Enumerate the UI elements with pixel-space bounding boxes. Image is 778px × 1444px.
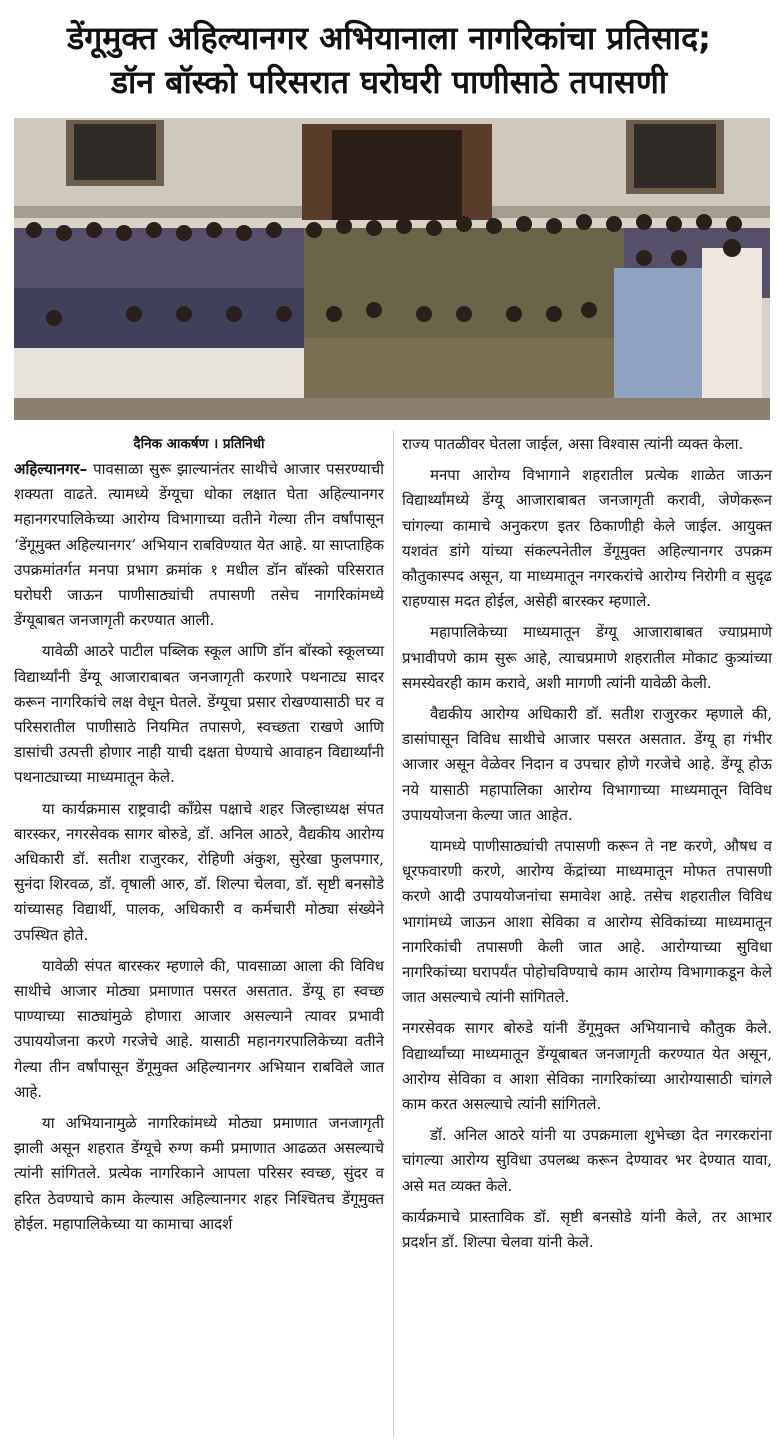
byline: दैनिक आकर्षण । प्रतिनिधी [133, 436, 265, 452]
paragraph-text: पावसाळा सुरू झाल्यानंतर साथीचे आजार पसरण्याची शक्यता वाढते. त्यामध्ये डेंग्यूचा धोका लक्षात घेता अहिल्यानगर महानगरपालिकेच्या आरोग्य विभागाच्या वतीने गेल्या तीन वर्षांपासून ‘डेंगूमुक्त अहिल्यानगर’ अभियान राबविण्यात येत आहे. या साप्ताहिक उपक्रमांतर्गत मनपा प्रभाग क्रमांक १ मधील डॉन बॉस्को परिसरात घरोघरी जाऊन पाणीसाठ्यांची तपासणी तसेच नागरिकांमध्ये डेंग्यूबाबत जनजागृती करण्यात आली. [14, 460, 384, 630]
paragraph: महापालिकेच्या माध्यमातून डेंग्यू आजाराबाबत ज्याप्रमाणे प्रभावीपणे काम सुरू आहे, त्याचप्रमाणे शहरातील मोकाट कुत्र्यांच्या समस्येवरही काम करावे, अशी मागणी त्यांनी यावेळी केली. [402, 623, 772, 692]
paragraph: नगरसेवक सागर बोरुडे यांनी डेंगूमुक्त अभियानाचे कौतुक केले. विद्यार्थ्यांच्या माध्यमातून डेंग्यूबाबत जनजागृती करण्यात येत असून, आरोग्य सेविका व आशा सेविका नागरिकांच्या आरोग्यासाठी चांगले काम करत असल्याचे त्यांनी सांगितले. [402, 1019, 772, 1114]
paragraph: कार्यक्रमाचे प्रास्ताविक डॉ. सृष्टी बनसोडे यांनी केले, तर आभार प्रदर्शन डॉ. शिल्पा चेलवा यांनी केले. [402, 1207, 772, 1252]
headline-line-1: डेंगूमुक्त अहिल्यानगर अभियानाला नागरिकांचा प्रतिसाद; [67, 19, 711, 57]
paragraph: डॉ. अनिल आठरे यांनी या उपक्रमाला शुभेच्छा देत नगरकरांना चांगल्या आरोग्य सुविधा उपलब्ध करून देण्यावर भर देण्यात यावा, असे मत व्यक्त केले. [402, 1126, 772, 1195]
paragraph: या कार्यक्रमास राष्ट्रवादी कॉंग्रेस पक्षाचे शहर जिल्हाध्यक्ष संपत बारस्कर, नगरसेवक सागर बोरुडे, डॉ. अनिल आठरे, वैद्यकीय आरोग्य अधिकारी डॉ. सतीश राजुरकर, रोहिणी अंकुश, सुरेखा फुलपगार, सुनंदा शिरवळ, डॉ. वृषाली आरु, डॉ. शिल्पा चेलवा, डॉ. सृष्टी बनसोडे यांच्यासह विद्यार्थी, पालक, अधिकारी व कर्मचारी मोठ्या संख्येने उपस्थित होते. [14, 799, 384, 944]
group-photo-icon [14, 118, 770, 420]
headline [0, 16, 778, 104]
paragraph: यावेळी संपत बारस्कर म्हणाले की, पावसाळा आला की विविध साथीचे आजार मोठ्या प्रमाणात पसरत असतात. डेंग्यू हा स्वच्छ पाण्याच्या साठ्यांमुळे होणारा आजार असल्याने त्यावर प्रभावी उपाययोजना करणे गरजेचे आहे. यासाठी महानगरपालिकेच्या वतीने गेल्या तीन वर्षांपासून डेंगूमुक्त अहिल्यानगर अभियान राबविले जात आहे. [14, 956, 384, 1101]
paragraph: यावेळी आठरे पाटील पब्लिक स्कूल आणि डॉन बॉस्को स्कूलच्या विद्यार्थ्यांनी डेंग्यू आजाराबाबत जनजागृती करणारे पथनाट्य सादर करून नागरिकांचे लक्ष वेधून घेतले. डेंग्यूचा प्रसार रोखण्यासाठी घर व परिसरातील पाणीसाठे नियमित तपासणे, स्वच्छता राखणे आणि डासांची उत्पत्ती होणार नाही याची दक्षता घेण्याचे आवाहन विद्यार्थ्यांनी पथनाट्याच्या माध्यमातून केले. [14, 642, 384, 787]
paragraph: यामध्ये पाणीसाठ्यांची तपासणी करून ते नष्ट करणे, औषध व धूरफवारणी करणे, आरोग्य केंद्रांच्या माध्यमातून मोफत तपासणी करणे आदी उपाययोजनांचा समावेश आहे. तसेच शहरातील विविध भागांमध्ये जाऊन आशा सेविका व आरोग्य सेविकांच्या माध्यमातून नागरिकांची तपासणी केली जात आहे. आरोग्याच्या सुविधा नागरिकांच्या घरापर्यंत पोहोचविण्याचे काम आरोग्य विभागाकडून केले जात असल्याचे त्यांनी सांगितले. [402, 837, 772, 1007]
paragraph: या अभियानामुळे नागरिकांमध्ये मोठ्या प्रमाणात जनजागृती झाली असून शहरात डेंग्यूचे रुग्ण कमी प्रमाणात आढळत असल्याचे त्यांनी सांगितले. प्रत्येक नागरिकाने आपला परिसर स्वच्छ, सुंदर व हरित ठेवण्याचे काम केल्यास अहिल्यानगर शहर निश्चितच डेंगूमुक्त होईल. महापालिकेच्या या कामाचा आदर्श [14, 1114, 384, 1233]
column-divider [393, 430, 394, 1438]
group-photo [14, 118, 770, 420]
paragraph: राज्य पातळीवर घेतला जाईल, असा विश्वास त्यांनी व्यक्त केला. [402, 435, 744, 453]
article-column-right [402, 432, 772, 1261]
dateline: अहिल्यानगर– [14, 460, 88, 478]
paragraph: वैद्यकीय आरोग्य अधिकारी डॉ. सतीश राजुरकर म्हणाले की, डासांपासून विविध साथीचे आजार पसरत असतात. डेंग्यू हा गंभीर आजार असून वेळेवर निदान व उपचार होणे गरजेचे आहे. डेंग्यू होऊ नये यासाठी महापालिका आरोग्य विभागाच्या माध्यमातून विविध उपाययोजना केल्या जात आहेत. [402, 705, 772, 824]
article-column-left [14, 432, 384, 1243]
headline-line-2: डॉन बॉस्को परिसरात घरोघरी पाणीसाठे तपासणी [110, 63, 668, 101]
paragraph: मनपा आरोग्य विभागाने शहरातील प्रत्येक शाळेत जाऊन विद्यार्थ्यांमध्ये डेंग्यू आजाराबाबत जनजागृती करावी, जेणेकरून चांगल्या कामाचे अनुकरण इतर ठिकाणीही केले जाईल. आयुक्त यशवंत डांगे यांच्या संकल्पनेतील डेंगूमुक्त अहिल्यानगर उपक्रम कौतुकास्पद असून, या माध्यमातून नगरकरांचे आरोग्य निरोगी व सुदृढ राहण्यास मदत होईल, असेही बारस्कर म्हणाले. [402, 466, 772, 611]
paragraph [14, 457, 384, 633]
